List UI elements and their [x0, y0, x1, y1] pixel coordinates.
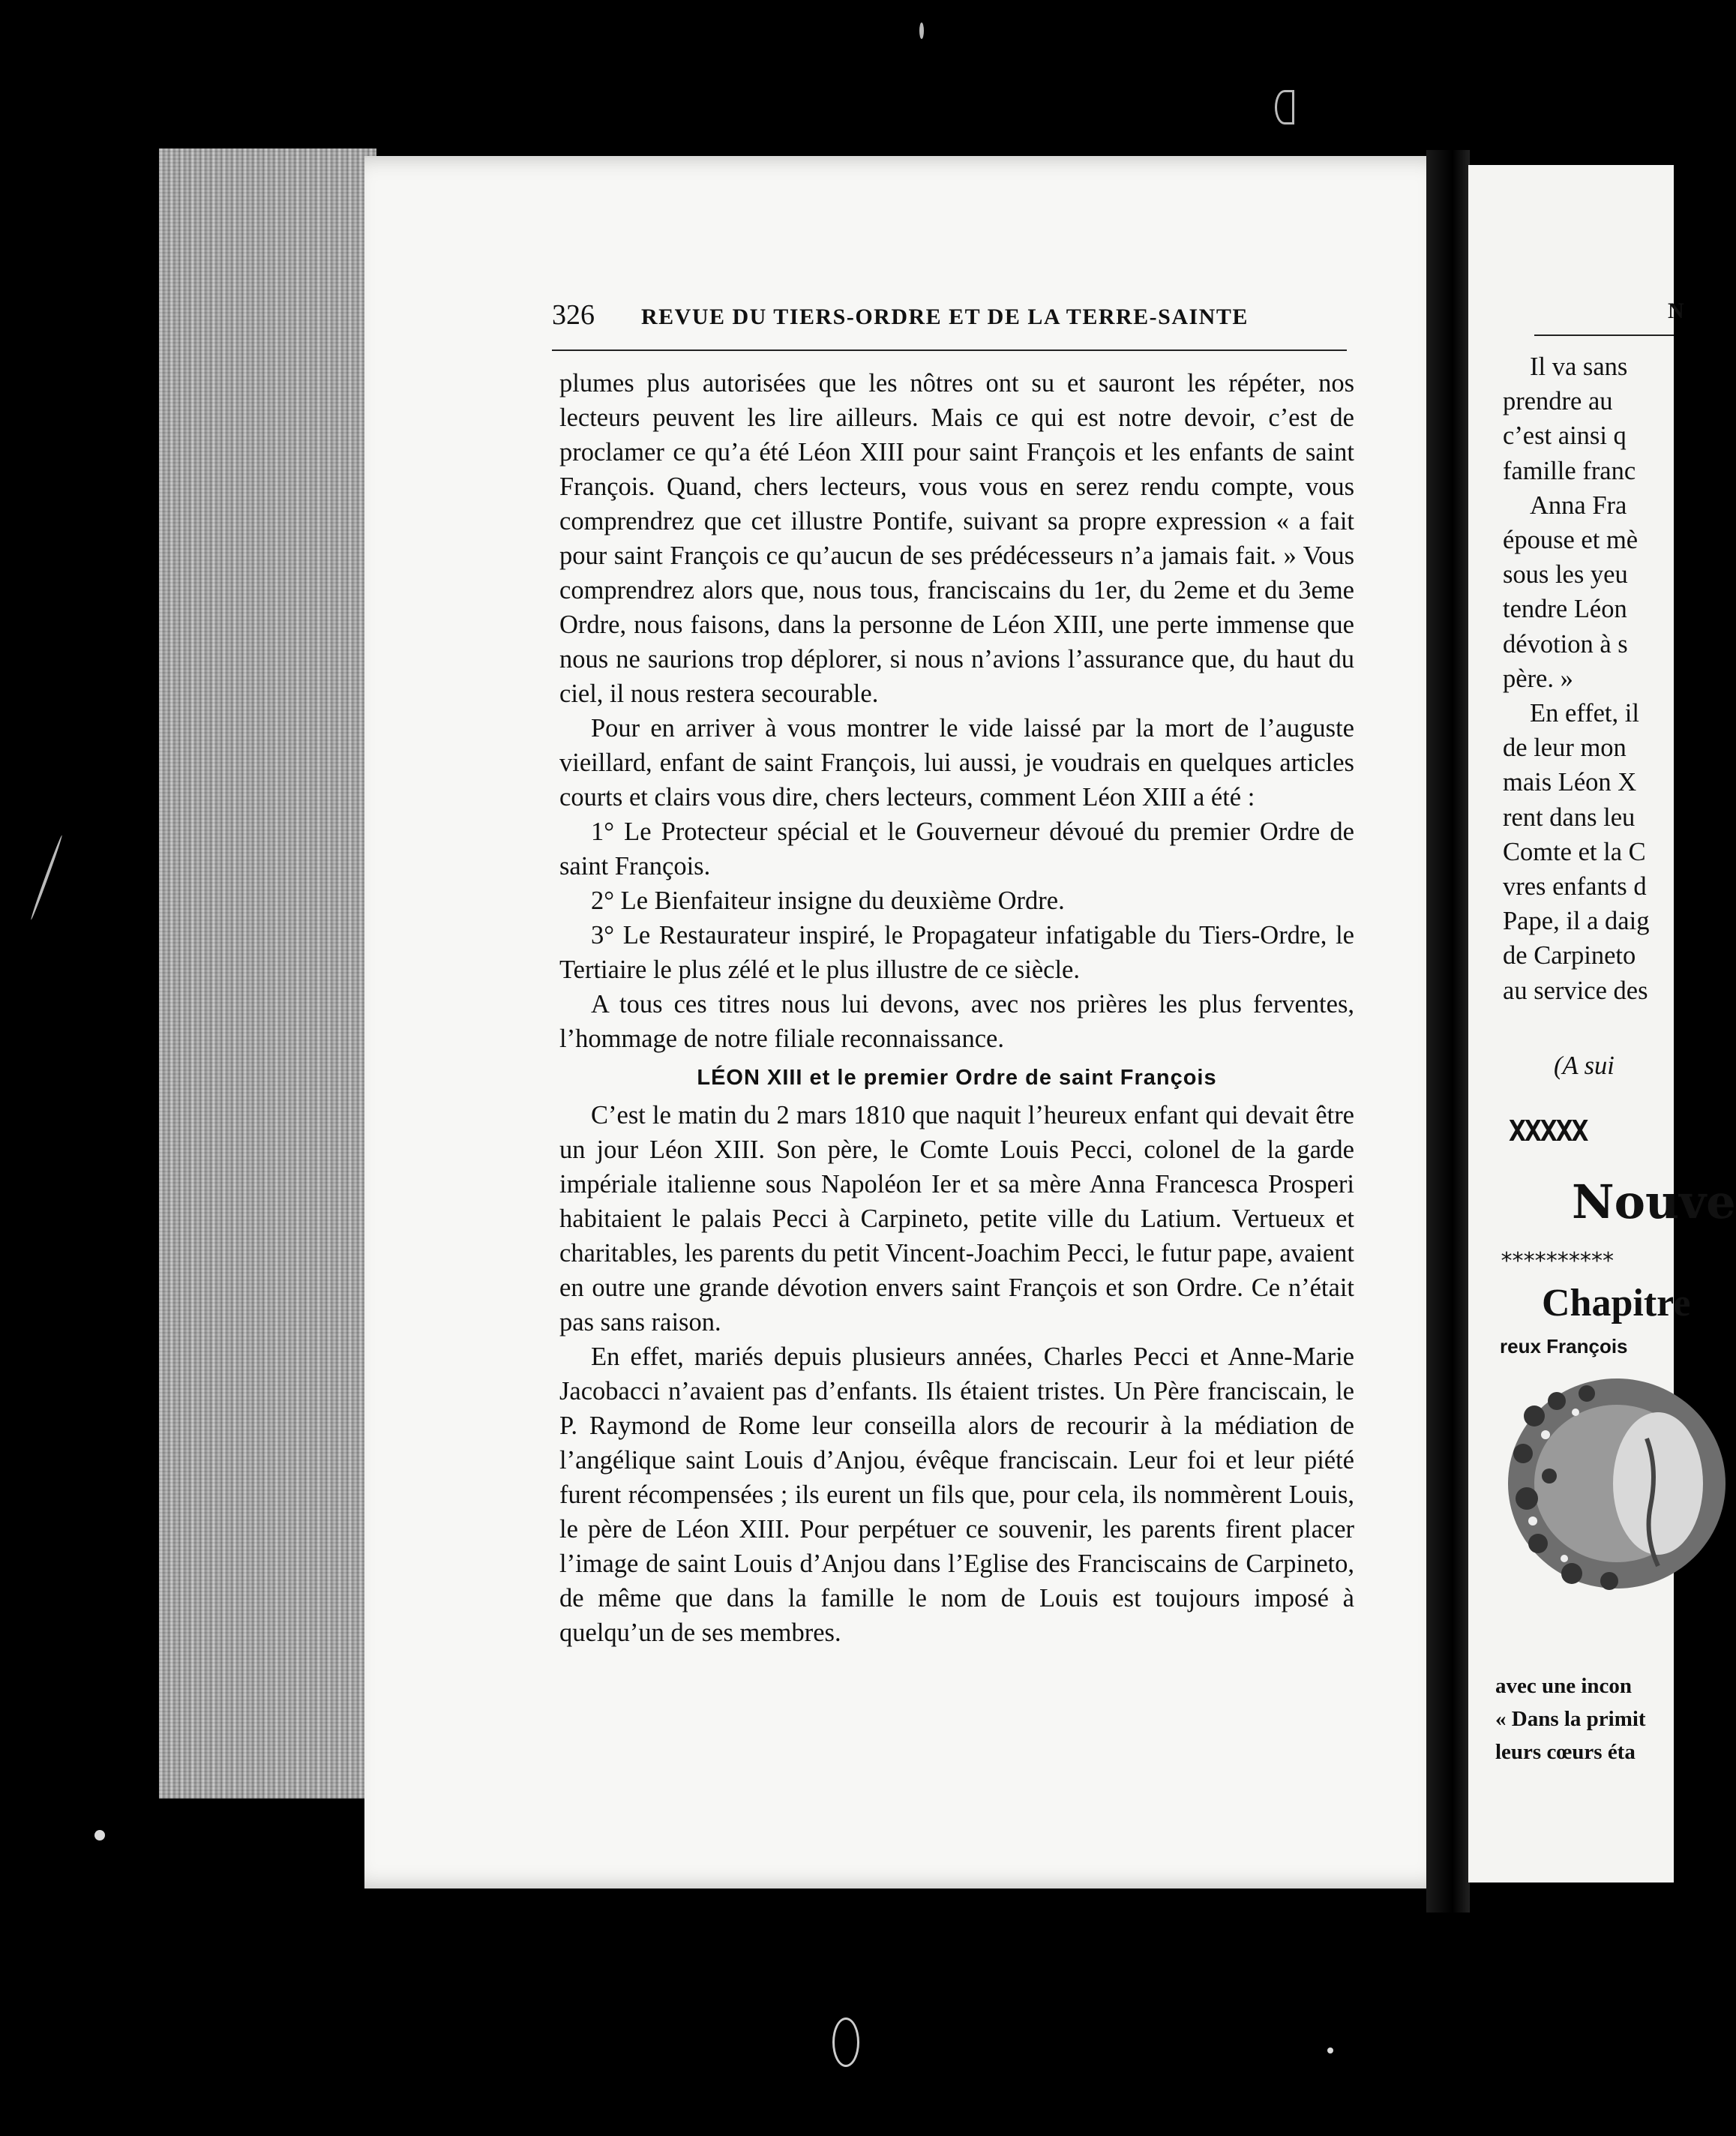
right-page-line: famille franc [1503, 456, 1636, 485]
list-item: 1° Le Protecteur spécial et le Gouverneur dévoué du premier Ordre de saint François. [559, 818, 1354, 880]
paragraph: A tous ces titres nous lui devons, avec nos prières les plus ferventes, l’hommage de notre filiale reconnaissance. [559, 990, 1354, 1053]
paragraph: C’est le matin du 2 mars 1810 que naquit l’heureux enfant qui devait être un jour Léon XIII. Son père, le Comte Louis Pecci, colonel de la garde impériale italienne sous Napoléon Ier et sa mère Anna Francesca Prosperi habitaient le palais Pecci à Carpineto, petite ville du Latium. Vertueux et charitables, les parents du petit Vincent-Joachim Pecci, le futur pape, avaient en outre une grande dévotion envers saint François et son Ordre. Ce n’était pas sans raison. [559, 1101, 1354, 1336]
section-title: LÉON XIII et le premier Ordre de saint François [697, 1066, 1217, 1090]
list-item: 2° Le Bienfaiteur insigne du deuxième Ordre. [591, 886, 1065, 915]
right-page-line: Il va sans [1530, 352, 1628, 381]
right-page-line: Anna Fra [1530, 490, 1627, 520]
body-text [559, 366, 1354, 1650]
page-number: 326 [552, 299, 595, 331]
right-running-head: N [1534, 298, 1674, 336]
dust-speck [832, 2018, 859, 2067]
floral-vignette [1504, 1371, 1674, 1604]
right-page-line: sous les yeu [1503, 560, 1628, 590]
right-page-line: mais Léon X [1503, 768, 1637, 797]
right-page-line: En effet, il [1530, 699, 1639, 728]
list-item: 3° Le Restaurateur inspiré, le Propagateur infatigable du Tiers-Ordre, le Tertiaire le plus zélé et le plus illustre de ce siècle. [559, 921, 1354, 984]
paragraph: En effet, mariés depuis plusieurs années, Charles Pecci et Anne-Marie Jacobacci n’avaient pas d’enfants. Ils étaient tristes. Un Père franciscain, le P. Raymond de Rome leur conseilla alors de recourir à la médiation de l’angélique saint Louis d’Anjou, évêque franciscain. Leur foi et leur piété furent récompensées ; ils eurent un fils que, pour cela, ils nommèrent Louis, le père de Léon XIII. Pour perpétuer ce souvenir, les parents firent placer l’image de saint Louis d’Anjou dans l’Eglise des Franciscains de Carpineto, de même que dans la famille le nom de Louis est toujours imposé à quelqu’un de ses membres. [559, 1342, 1354, 1647]
stars-row: ********** [1500, 1248, 1613, 1274]
ornament-row: XXXXX [1509, 1114, 1588, 1148]
paragraph: plumes plus autorisées que les nôtres ont su et sauront les répéter, nos lecteurs peuvent les lire ailleurs. Mais ce qui est notre devoir, c’est de proclamer ce qu’a été Léon XIII pour saint François et les enfants de saint François. Quand, chers lecteurs, vous vous en serez rendu compte, vous comprendrez que cet illustre Pontife, suivant sa propre expression « a fait pour saint François ce qu’aucun de ses prédécesseurs n’a jamais fait. » Vous comprendrez alors que, nous tous, franciscains du 1er, du 2eme et du 3eme Ordre, nous faisons, dans la personne de Léon XIII, une perte immense que nous ne saurions trop déplorer, si nous n’avions l’assurance que, du haut du ciel, il nous restera secourable. [559, 369, 1354, 708]
right-page-line: épouse et mè [1503, 526, 1639, 554]
right-page-line: rent dans leu [1503, 802, 1636, 832]
right-page-line: père. » [1503, 664, 1573, 693]
book-fore-edge [159, 148, 376, 1798]
a-suivre: (A sui [1554, 1052, 1615, 1080]
dust-speck [94, 1830, 105, 1840]
right-page-line: Comte et la C [1503, 837, 1646, 866]
chapitre-heading: Chapitre [1542, 1282, 1691, 1324]
right-page-line: Pape, il a daig [1503, 907, 1650, 936]
gothic-heading: Nouve [1572, 1174, 1736, 1229]
right-page-line: c’est ainsi q [1503, 422, 1627, 451]
right-page-line: de Carpineto [1503, 941, 1636, 970]
right-page-line: vres enfants d [1503, 872, 1647, 901]
right-page-line: tendre Léon [1503, 595, 1627, 624]
right-page-line: dévotion à s [1503, 629, 1628, 658]
right-page-line: avec une incon [1495, 1674, 1633, 1698]
book-gutter [1426, 150, 1470, 1912]
right-page-line: « Dans la primit [1495, 1707, 1646, 1731]
right-page-line: au service des [1503, 976, 1648, 1005]
right-page-line: prendre au [1503, 387, 1613, 416]
right-page-line: de leur mon [1503, 734, 1627, 763]
subheading: reux François [1500, 1335, 1628, 1358]
dust-speck [30, 835, 64, 920]
right-page-line: leurs cœurs éta [1495, 1740, 1636, 1764]
dust-speck [1327, 2048, 1333, 2054]
paragraph: Pour en arriver à vous montrer le vide laissé par la mort de l’auguste vieillard, enfant de saint François, lui aussi, je voudrais en quelques articles courts et clairs vous dire, chers lecteurs, comment Léon XIII a été : [559, 714, 1354, 812]
dust-speck [1275, 90, 1294, 124]
running-head [552, 298, 1347, 351]
running-title: REVUE DU TIERS-ORDRE ET DE LA TERRE-SAINTE [641, 304, 1249, 329]
dust-speck [919, 22, 924, 39]
